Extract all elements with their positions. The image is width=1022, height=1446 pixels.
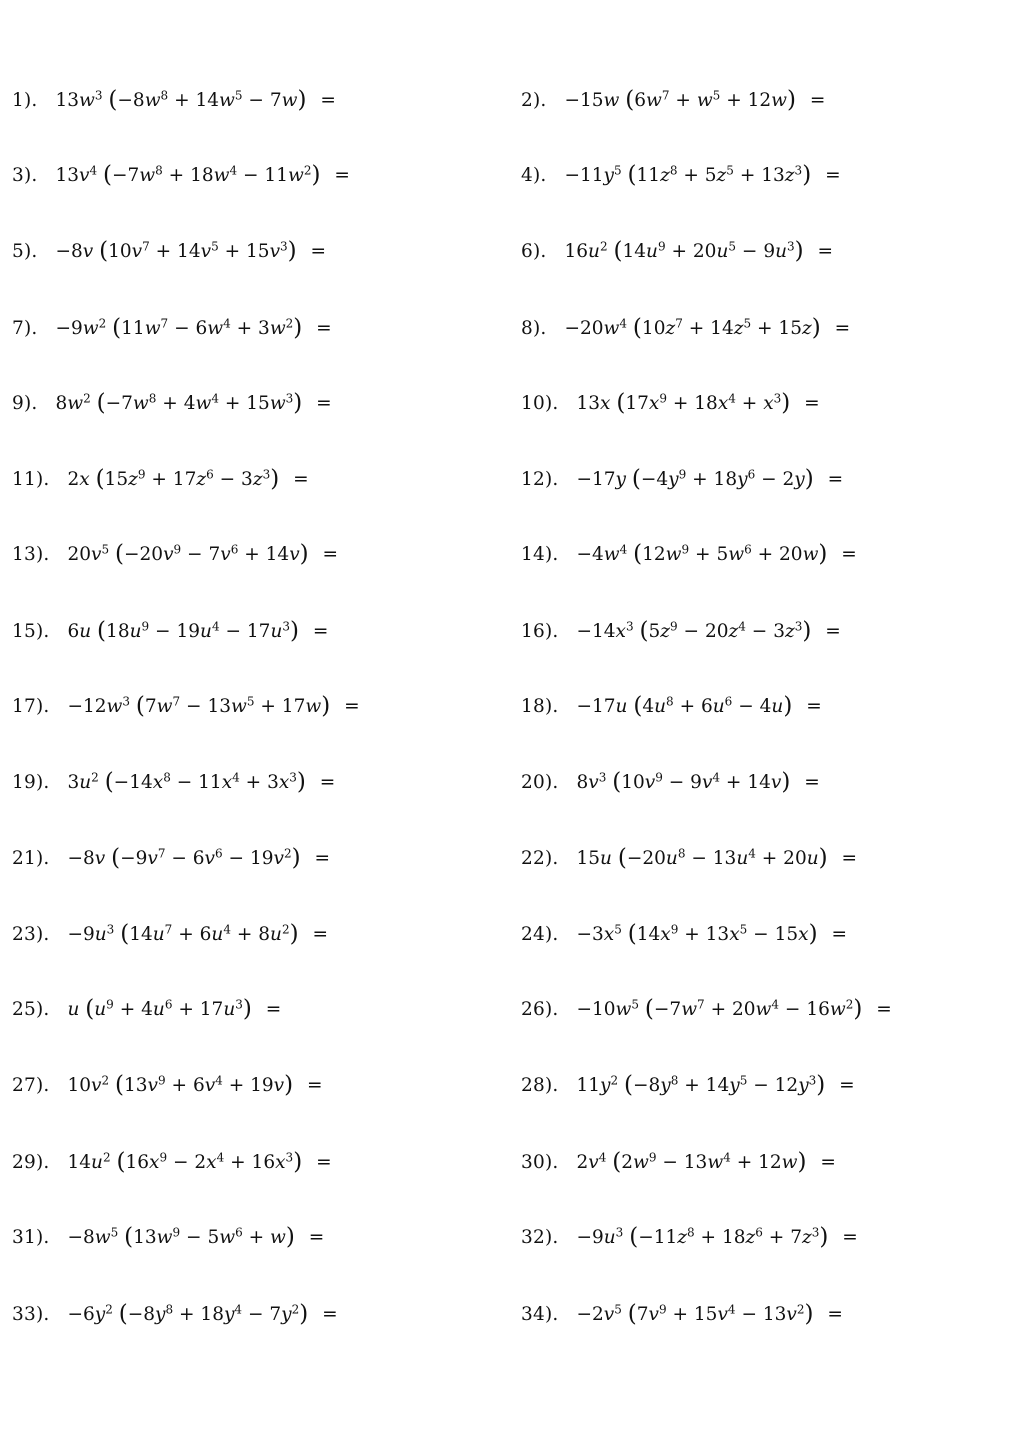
problem-item: [12, 690, 360, 722]
problem-number: 3).: [12, 165, 38, 186]
problem-number: 23).: [12, 924, 50, 945]
problem-item: [12, 159, 350, 191]
problem-expression: −17y $(-4y^9 + 18y^6 - 2y)$ =: [576, 466, 844, 492]
problem-expression: −8v $(-9v^7 - 6v^6 - 19v^2)$ =: [67, 845, 330, 871]
problem-item: [12, 1069, 323, 1101]
problem-expression: −15w $(6w^7 + w^5 + 12w)$ =: [564, 87, 826, 113]
problem-expression: $13v^4$ $(-7w^8 + 18w^4 - 11w^2)$ =: [55, 162, 350, 188]
problem-item: [12, 918, 328, 950]
problem-number: 7).: [12, 318, 38, 339]
problem-number: 10).: [521, 393, 559, 414]
problem-expression: $-9u^3$ $(14u^7 + 6u^4 + 8u^2)$ =: [67, 921, 328, 947]
problem-expression: −8v $(10v^7 + 14v^5 + 15v^3)$ =: [55, 238, 327, 264]
problem-number: 31).: [12, 1227, 50, 1248]
problem-number: 12).: [521, 469, 559, 490]
problem-number: 6).: [521, 241, 547, 262]
problem-item: [521, 993, 892, 1025]
problem-number: 32).: [521, 1227, 559, 1248]
problem-expression: 13x $(17x^9 + 18x^4 + x^3)$ =: [576, 390, 820, 416]
problem-item: [521, 918, 847, 950]
problem-expression: $11y^2$ $(-8y^8 + 14y^5 - 12y^3)$ =: [576, 1072, 855, 1098]
problem-number: 27).: [12, 1075, 50, 1096]
problem-item: [12, 387, 332, 419]
problem-expression: $20v^5$ $(-20v^9 - 7v^6 + 14v)$ =: [67, 541, 339, 567]
problem-expression: $10v^2$ $(13v^9 + 6v^4 + 19v)$ =: [67, 1072, 323, 1098]
problem-number: 17).: [12, 696, 50, 717]
problem-expression: $-2v^5$ $(7v^9 + 15v^4 - 13v^2)$ =: [576, 1301, 843, 1327]
problem-expression: $-4w^4$ $(12w^9 + 5w^6 + 20w)$ =: [576, 541, 857, 567]
problem-number: 9).: [12, 393, 38, 414]
problem-item: [521, 842, 857, 874]
problem-expression: $-12w^3$ $(7w^7 - 13w^5 + 17w)$ =: [67, 693, 360, 719]
problem-expression: $-10w^5$ $(-7w^7 + 20w^4 - 16w^2)$ =: [576, 996, 892, 1022]
problem-item: [521, 615, 841, 647]
problem-expression: $3u^2$ $(-14x^8 - 11x^4 + 3x^3)$ =: [67, 769, 336, 795]
problem-expression: $-8w^5$ $(13w^9 - 5w^6 + w)$ =: [67, 1224, 325, 1250]
problem-expression: $-9w^2$ $(11w^7 - 6w^4 + 3w^2)$ =: [55, 315, 332, 341]
problem-number: 4).: [521, 165, 547, 186]
problem-expression: $-20w^4$ $(10z^7 + 14z^5 + 15z)$ =: [564, 315, 851, 341]
problem-item: [521, 690, 822, 722]
problem-item: [12, 766, 335, 798]
problem-expression: −17u $(4u^8 + 6u^6 - 4u)$ =: [576, 693, 822, 719]
problem-item: [521, 1146, 836, 1178]
problem-number: 8).: [521, 318, 547, 339]
problem-item: [521, 84, 825, 116]
problem-item: [521, 463, 843, 495]
problem-item: [521, 766, 820, 798]
problem-item: [521, 387, 820, 419]
problem-expression: $8v^3$ $(10v^9 - 9v^4 + 14v)$ =: [576, 769, 820, 795]
problem-number: 14).: [521, 544, 559, 565]
problem-number: 2).: [521, 90, 547, 111]
problem-number: 20).: [521, 772, 559, 793]
problem-number: 18).: [521, 696, 559, 717]
problem-item: [521, 1298, 843, 1330]
problem-item: [521, 312, 850, 344]
problem-item: [521, 1069, 855, 1101]
problem-number: 5).: [12, 241, 38, 262]
problem-item: [521, 1221, 858, 1253]
problem-number: 24).: [521, 924, 559, 945]
problem-item: [12, 235, 326, 267]
problem-number: 33).: [12, 1304, 50, 1325]
problem-number: 1).: [12, 90, 38, 111]
problem-expression: 15u $(-20u^8 - 13u^4 + 20u)$ =: [576, 845, 858, 871]
problem-item: [521, 538, 857, 570]
problem-expression: $14u^2$ $(16x^9 - 2x^4 + 16x^3)$ =: [67, 1149, 332, 1175]
problem-expression: $8w^2$ $(-7w^8 + 4w^4 + 15w^3)$ =: [55, 390, 332, 416]
problem-item: [521, 235, 833, 267]
problem-number: 15).: [12, 621, 50, 642]
problem-number: 11).: [12, 469, 50, 490]
problem-number: 30).: [521, 1152, 559, 1173]
problem-number: 26).: [521, 999, 559, 1020]
problem-expression: u $(u^9 + 4u^6 + 17u^3)$ =: [67, 996, 282, 1022]
problem-expression: $2v^4$ $(2w^9 - 13w^4 + 12w)$ =: [576, 1149, 836, 1175]
problem-item: [12, 538, 338, 570]
problem-expression: $-14x^3$ $(5z^9 - 20z^4 - 3z^3)$ =: [576, 618, 841, 644]
problem-item: [12, 312, 332, 344]
problem-item: [12, 993, 281, 1025]
problem-item: [12, 1298, 338, 1330]
problem-expression: $16u^2$ $(14u^9 + 20u^5 - 9u^3)$ =: [564, 238, 834, 264]
problem-expression: $-11y^5$ $(11z^8 + 5z^5 + 13z^3)$ =: [564, 162, 841, 188]
problem-number: 21).: [12, 848, 50, 869]
problem-item: [12, 1221, 324, 1253]
problem-item: [521, 159, 841, 191]
problem-item: [12, 1146, 332, 1178]
problem-number: 29).: [12, 1152, 50, 1173]
problem-number: 19).: [12, 772, 50, 793]
problem-number: 25).: [12, 999, 50, 1020]
problem-item: [12, 463, 309, 495]
problem-number: 16).: [521, 621, 559, 642]
problem-item: [12, 615, 328, 647]
problem-number: 34).: [521, 1304, 559, 1325]
problem-number: 13).: [12, 544, 50, 565]
problem-item: [12, 842, 330, 874]
problem-expression: $-9u^3$ $(-11z^8 + 18z^6 + 7z^3)$ =: [576, 1224, 858, 1250]
problem-number: 28).: [521, 1075, 559, 1096]
problem-expression: 6u $(18u^9 - 19u^4 - 17u^3)$ =: [67, 618, 329, 644]
problem-expression: $-3x^5$ $(14x^9 + 13x^5 - 15x)$ =: [576, 921, 847, 947]
problem-expression: $-6y^2$ $(-8y^8 + 18y^4 - 7y^2)$ =: [67, 1301, 338, 1327]
problem-expression: $13w^3$ $(-8w^8 + 14w^5 - 7w)$ =: [55, 87, 336, 113]
problem-item: [12, 84, 336, 116]
problem-expression: 2x $(15z^9 + 17z^6 - 3z^3)$ =: [67, 466, 309, 492]
problem-number: 22).: [521, 848, 559, 869]
